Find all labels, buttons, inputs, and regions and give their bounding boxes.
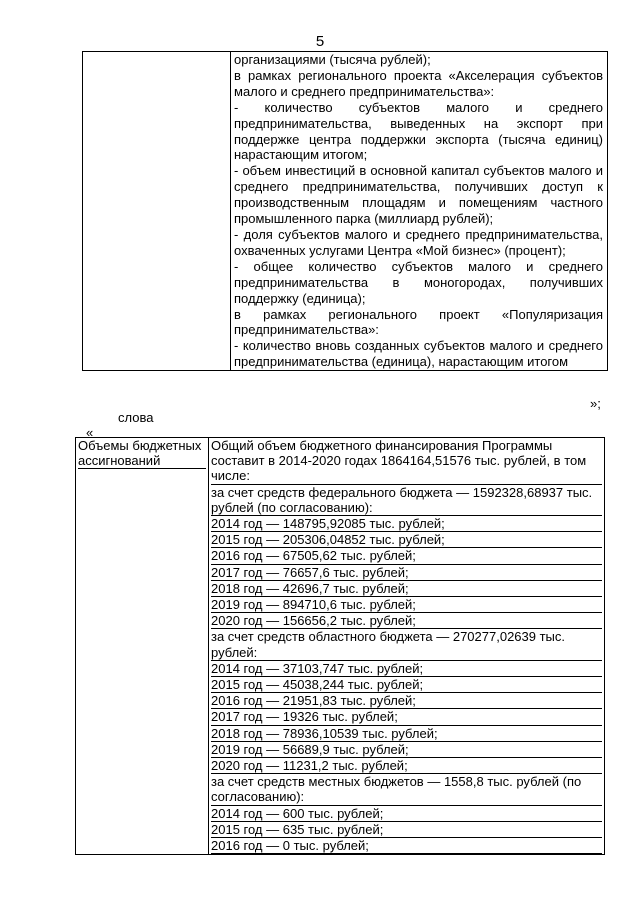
empty-left-cell — [83, 52, 231, 371]
indicator-paragraph: - доля субъектов малого и среднего предпринимательства, охваченных услугами Центра «Мой бизнес» (процент); — [234, 226, 603, 258]
indicator-paragraph: в рамках регионального проект «Популяризация предпринимательства»: — [234, 306, 603, 338]
budget-line: 2015 год — 45038,244 тыс. рублей; — [211, 677, 602, 693]
budget-line: 2016 год — 0 тыс. рублей; — [211, 838, 602, 854]
indicator-paragraph: в рамках регионального проекта «Акселерация субъектов малого и среднего предпринимательства»: — [234, 67, 603, 99]
indicator-paragraph: - общее количество субъектов малого и среднего предпринимательства в моногородах, получивших поддержку (единица); — [234, 258, 603, 306]
budget-line: 2019 год — 894710,6 тыс. рублей; — [211, 597, 602, 613]
budget-line: 2015 год — 205306,04852 тыс. рублей; — [211, 532, 602, 548]
indicator-paragraph: - объем инвестиций в основной капитал субъектов малого и среднего предпринимательства, получивших доступ к производственным площадям и помещениям частного промышленного парка (миллиард рублей); — [234, 163, 603, 227]
budget-line: 2018 год — 78936,10539 тыс. рублей; — [211, 726, 602, 742]
indicators-table — [82, 51, 608, 371]
budget-line: 2014 год — 600 тыс. рублей; — [211, 806, 602, 822]
indicators-cell — [231, 52, 608, 371]
table-row — [83, 52, 608, 371]
budget-line: за счет средств местных бюджетов — 1558,8 тыс. рублей (по согласованию): — [211, 774, 602, 805]
budget-lines-cell — [209, 438, 605, 855]
budget-line: 2020 год — 11231,2 тыс. рублей; — [211, 758, 602, 774]
slova-label: слова — [118, 410, 154, 425]
budget-line: 2017 год — 76657,6 тыс. рублей; — [211, 565, 602, 581]
closing-quote: »; — [590, 396, 601, 411]
budget-line: 2016 год — 67505,62 тыс. рублей; — [211, 548, 602, 564]
indicator-paragraph: - количество вновь созданных субъектов малого и среднего предпринимательства (единица), нарастающим итогом — [234, 338, 603, 370]
budget-line: 2020 год — 156656,2 тыс. рублей; — [211, 613, 602, 629]
budget-line: 2017 год — 19326 тыс. рублей; — [211, 709, 602, 725]
budget-line: 2014 год — 148795,92085 тыс. рублей; — [211, 516, 602, 532]
budget-line: Общий объем бюджетного финансирования Программы составит в 2014-2020 годах 1864164,51576 тыс. рублей, в том числе: — [211, 438, 602, 485]
budget-table — [75, 437, 605, 855]
indicator-paragraph: - количество субъектов малого и среднего предпринимательства, выведенных на экспорт при поддержке центра поддержки экспорта (тысяча единиц) нарастающим итогом; — [234, 99, 603, 163]
opening-quote: « — [86, 425, 94, 440]
budget-line: за счет средств областного бюджета — 270277,02639 тыс. рублей: — [211, 629, 602, 660]
budget-label-cell — [76, 438, 209, 855]
budget-label: Объемы бюджетных ассигнований — [78, 438, 206, 469]
budget-line: 2014 год — 37103,747 тыс. рублей; — [211, 661, 602, 677]
table-row — [76, 438, 605, 855]
page-number: 5 — [315, 33, 325, 50]
budget-line: 2015 год — 635 тыс. рублей; — [211, 822, 602, 838]
indicator-paragraph: организациями (тысяча рублей); — [234, 52, 431, 67]
budget-line: 2019 год — 56689,9 тыс. рублей; — [211, 742, 602, 758]
budget-line: 2016 год — 21951,83 тыс. рублей; — [211, 693, 602, 709]
budget-line: за счет средств федерального бюджета — 1592328,68937 тыс. рублей (по согласованию): — [211, 485, 602, 516]
budget-line: 2018 год — 42696,7 тыс. рублей; — [211, 581, 602, 597]
